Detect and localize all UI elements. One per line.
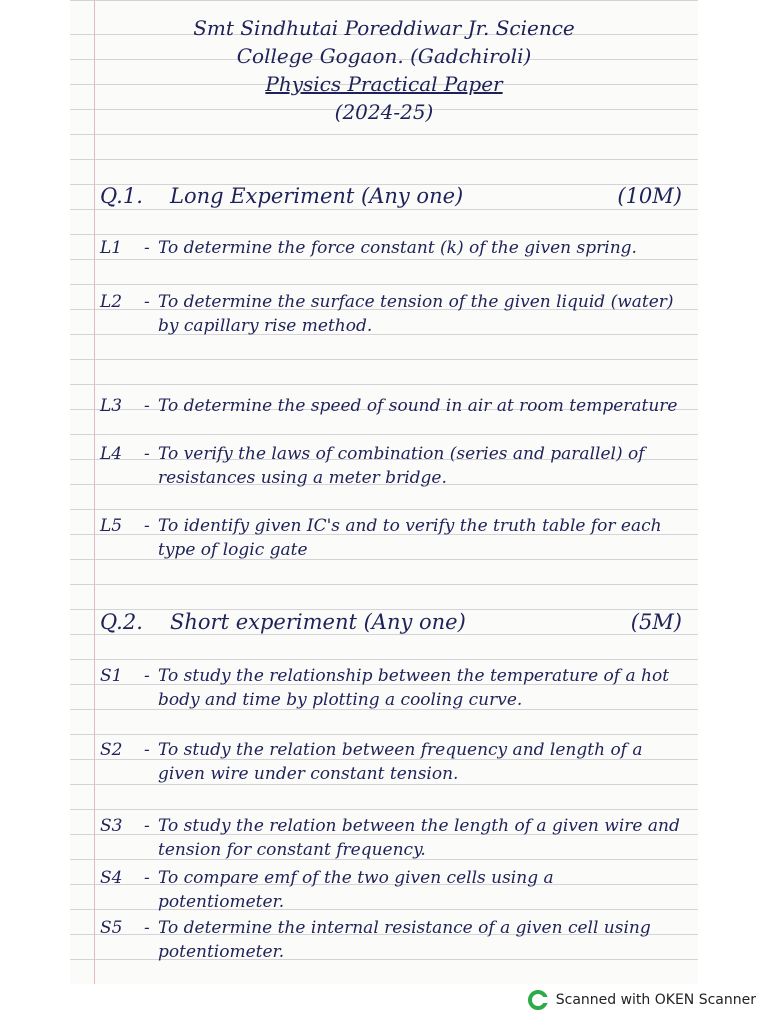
experiment-code: L4 bbox=[100, 444, 123, 464]
paper-title: Physics Practical Paper bbox=[265, 72, 503, 96]
college-location: College Gogaon. (Gadchiroli) bbox=[236, 44, 532, 68]
experiment-code: L2 bbox=[100, 292, 123, 312]
list-item: L3 - To determine the speed of sound in air at room temperature bbox=[100, 394, 684, 418]
q2-number: Q.2. bbox=[100, 610, 143, 634]
q1-number: Q.1. bbox=[100, 184, 143, 208]
list-item: L2 - To determine the surface tension of the given liquid (water) by capillary rise method. bbox=[100, 290, 684, 338]
experiment-code: S5 bbox=[100, 918, 123, 938]
experiment-text: To study the relationship between the temperature of a hot body and time by plotting a cooling curve. bbox=[158, 666, 670, 710]
scanner-text: Scanned with OKEN Scanner bbox=[555, 992, 756, 1008]
list-item: L1 - To determine the force constant (k) of the given spring. bbox=[100, 236, 684, 260]
list-item: L4 - To verify the laws of combination (series and parallel) of resistances using a meter bridge. bbox=[100, 442, 684, 490]
experiment-text: To study the relation between frequency and length of a given wire under constant tension. bbox=[158, 740, 643, 784]
scanner-watermark bbox=[528, 990, 756, 1010]
experiment-text: To determine the internal resistance of a given cell using potentiometer. bbox=[158, 918, 651, 962]
experiment-code: L1 bbox=[100, 238, 123, 258]
oken-scanner-logo-icon bbox=[528, 990, 548, 1010]
experiment-text: To determine the surface tension of the given liquid (water) by capillary rise method. bbox=[158, 292, 674, 336]
q2-title: Short experiment (Any one) bbox=[170, 610, 466, 634]
academic-year: (2024-25) bbox=[334, 100, 434, 124]
experiment-code: S4 bbox=[100, 868, 123, 888]
margin-line bbox=[94, 0, 95, 984]
experiment-text: To study the relation between the length of a given wire and tension for constant frequency. bbox=[158, 816, 680, 860]
experiment-code: S3 bbox=[100, 816, 123, 836]
experiment-text: To determine the speed of sound in air at room temperature bbox=[158, 396, 678, 416]
experiment-text: To determine the force constant (k) of the given spring. bbox=[158, 238, 637, 258]
q2-heading bbox=[100, 610, 682, 634]
list-item: S4 - To compare emf of the two given cells using a potentiometer. bbox=[100, 866, 684, 914]
school-name: Smt Sindhutai Poreddiwar Jr. Science bbox=[193, 16, 575, 40]
list-item: S5 - To determine the internal resistance of a given cell using potentiometer. bbox=[100, 916, 684, 964]
list-item: S3 - To study the relation between the length of a given wire and tension for constant frequency. bbox=[100, 814, 684, 862]
list-item: L5 - To identify given IC's and to verify the truth table for each type of logic gate bbox=[100, 514, 684, 562]
q1-title: Long Experiment (Any one) bbox=[170, 184, 464, 208]
list-item: S2 - To study the relation between frequency and length of a given wire under constant tension. bbox=[100, 738, 684, 786]
list-item: S1 - To study the relationship between the temperature of a hot body and time by plotting a cooling curve. bbox=[100, 664, 684, 712]
q1-heading bbox=[100, 184, 682, 208]
experiment-code: S1 bbox=[100, 666, 123, 686]
experiment-text: To identify given IC's and to verify the truth table for each type of logic gate bbox=[158, 516, 662, 560]
q2-marks: (5M) bbox=[630, 610, 682, 634]
experiment-text: To verify the laws of combination (series and parallel) of resistances using a meter bridge. bbox=[158, 444, 645, 488]
experiment-code: L3 bbox=[100, 396, 123, 416]
q1-marks: (10M) bbox=[617, 184, 682, 208]
experiment-code: S2 bbox=[100, 740, 123, 760]
page-header bbox=[70, 14, 698, 126]
notebook-page bbox=[70, 0, 698, 984]
experiment-text: To compare emf of the two given cells using a potentiometer. bbox=[158, 868, 554, 912]
experiment-code: L5 bbox=[100, 516, 123, 536]
